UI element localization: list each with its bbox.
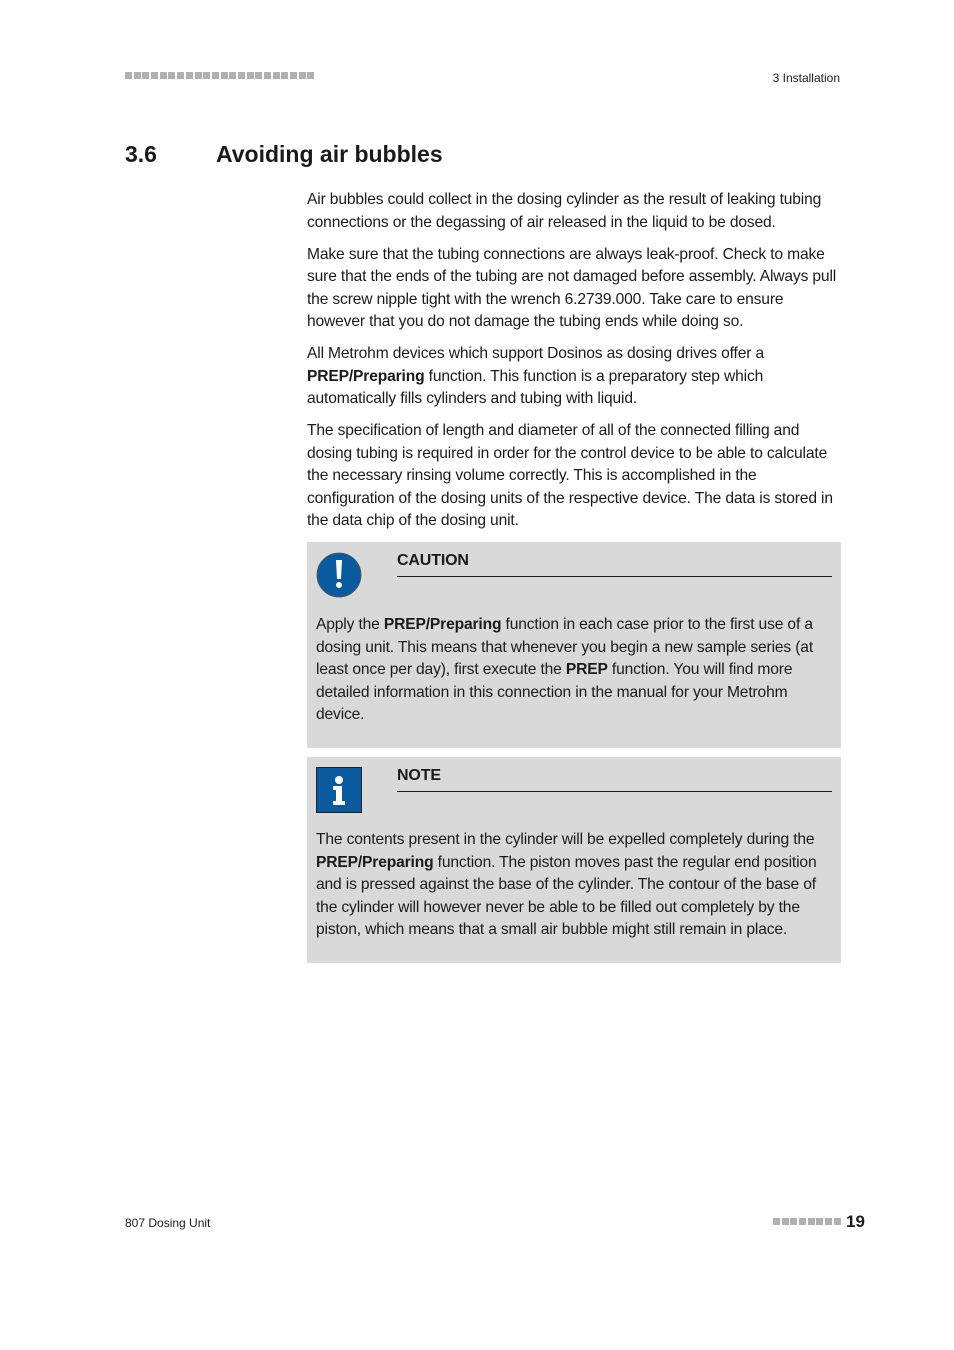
decorative-square [212,72,219,79]
decorative-square [264,72,271,79]
decorative-square [773,1218,780,1225]
decorative-square [195,72,202,79]
decorative-square [160,72,167,79]
section-number: 3.6 [125,141,157,167]
bold-term: PREP/Preparing [383,616,502,633]
decorative-square [255,72,262,79]
decorative-square [142,72,149,79]
info-icon [316,767,362,813]
section-title: Avoiding air bubbles [216,141,443,167]
decorative-square [247,72,254,79]
text-run: Make sure that the tubing connections are always leak-proof. Check to make sure that the ends of the tubing are not damaged before assembly. Always pull the screw nipple tight with the wrench 6.2739.000. Take care to ensure however that you do not damage the tubing ends while doing so. [307,245,837,330]
decorative-square [790,1218,797,1225]
decorative-square [186,72,193,79]
text-run: function. The piston moves past the regular end position and is pressed against the base of the cylinder. The contour of the base of the cylinder will however never be able to be filled out completely by the piston, which means that a small air bubble might still remain in place. [316,853,817,938]
bold-term: PREP [565,661,608,678]
paragraph [307,189,841,234]
decorative-square [290,72,297,79]
caution-text [316,614,832,727]
decorative-square [151,72,158,79]
decorative-square [203,72,210,79]
note-text [316,829,832,942]
decorative-square [125,72,132,79]
decorative-square [177,72,184,79]
decorative-square [281,72,288,79]
paragraph [307,343,841,411]
page-number: 19 [846,1212,865,1231]
caution-title: CAUTION [397,550,832,577]
decorative-square [229,72,236,79]
text-run: Apply the [316,616,384,633]
text-run: function in each case prior to the first use of a dosing unit. This means that whenever you begin a new sample series (at least once per day), first execute the [316,616,814,678]
decorative-square [307,72,314,79]
decorative-square [799,1218,806,1225]
note-title: NOTE [397,765,832,792]
caution-box [307,542,841,748]
decorative-square [808,1218,815,1225]
text-run: function. This function is a preparatory step which automatically fills cylinders and tubing with liquid. [307,367,764,407]
decorative-square [782,1218,789,1225]
header-decoration [125,72,314,79]
note-box [307,757,841,963]
decorative-square [134,72,141,79]
decorative-square [238,72,245,79]
decorative-square [299,72,306,79]
chapter-label: 3 Installation [772,71,840,85]
decorative-square [273,72,280,79]
text-run: The specification of length and diameter of all of the connected filling and dosing tubing is required in order for the control device to be able to calculate the necessary rinsing volume correctly. This is accomplished in the configuration of the dosing units of the respective device. The data is stored in the data chip of the dosing unit. [307,422,833,529]
text-run: All Metrohm devices which support Dosinos as dosing drives offer a [307,345,764,362]
decorative-square [825,1218,832,1225]
decorative-square [816,1218,823,1225]
text-run: function. You will find more detailed information in this connection in the manual for your Metrohm device. [316,661,793,723]
paragraph [307,420,841,533]
decorative-square [834,1218,841,1225]
paragraph [307,244,841,334]
section-body [307,189,841,972]
text-run: Air bubbles could collect in the dosing cylinder as the result of leaking tubing connections or the degassing of air released in the liquid to be dosed. [307,191,822,231]
bold-term: PREP/Preparing [307,367,425,385]
exclamation-icon [316,552,362,598]
footer-decoration [773,1218,841,1225]
decorative-square [221,72,228,79]
bold-term: PREP/Preparing [316,853,434,871]
product-name: 807 Dosing Unit [125,1216,211,1230]
text-run: The contents present in the cylinder will be expelled completely during the [316,831,815,848]
decorative-square [168,72,175,79]
